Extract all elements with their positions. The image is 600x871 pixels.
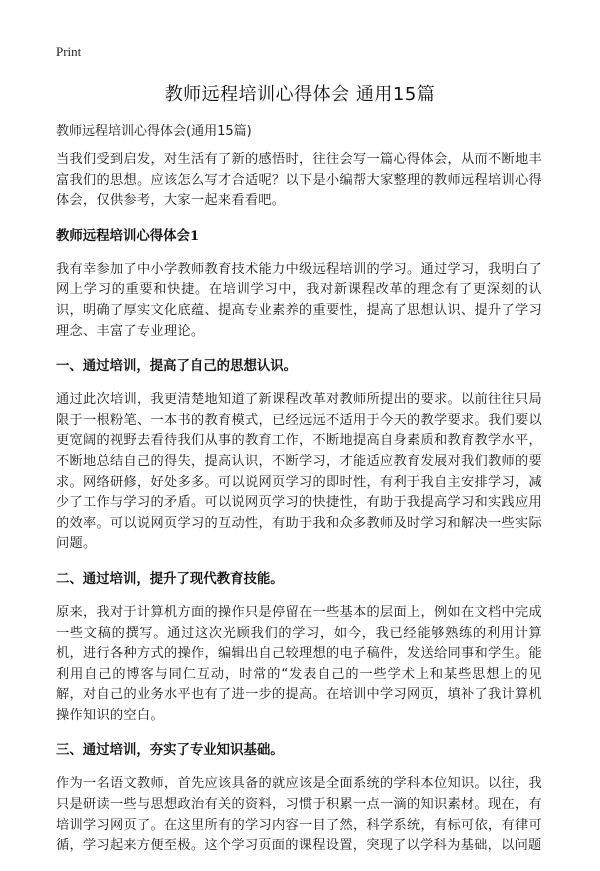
point-paragraph-2: 原来，我对于计算机方面的操作只是停留在一些基本的层面上，例如在文档中完成一些文稿的撰写。通过这次光顾我们的学习，如今，我已经能够熟练的利用计算机，进行各种方式的操作，编辑出自己较理想的电子稿件，发送给同事和学生。能利用自己的博客与同仁互动，时常的“发表自己的一些学术上和某些思想上的见解，对自己的业务水平也有了进一步的提高。在培训中学习网页，填补了我计算机操作知识的空白。 <box>56 604 542 723</box>
point-heading-3: 三、通过培训，夯实了专业知识基础。 <box>56 742 284 759</box>
point-paragraph-1: 通过此次培训，我更清楚地知道了新课程改革对教师所提出的要求。以前往往只局限于一根粉笔、一本书的教育模式，已经远远不适用于今天的教学要求。我们要以更宽阔的视野去看待我们从事的教育工作，不断地提高自身素质和教育教学水平，不断地总结自己的得失，提高认识，不断学习，才能适应教育发展对我们教师的要求。网络研修，好处多多。可以说网页学习的即时性，有利于我自主安排学习，减少了工作与学习的矛盾。可以说网页学习的快捷性，有助于我提高学习和实践应用的效率。可以说网页学习的互动性，有助于我和众多教师及时学习和解决一些实际问题。 <box>56 392 542 552</box>
point-heading-1: 一、通过培训，提高了自己的思想认识。 <box>56 358 298 375</box>
point-paragraph-3: 作为一名语文教师，首先应该具备的就应该是全面系统的学科本位知识。以往，我只是研读一些与思想政治有关的资料，习惯于积累一点一滴的知识素材。现在，有培训学习网页了。在这里所有的学习内容一目了然，科学系统，有标可依，有律可循，学习起来方便至极。这个学习页面的课程设置，突现了以学科为基础，以问题 <box>56 776 542 854</box>
section-title: 教师远程培训心得体会1 <box>56 227 200 244</box>
document-title: 教师远程培训心得体会 通用15篇 <box>164 84 436 105</box>
intro-paragraph: 当我们受到启发，对生活有了新的感悟时，往往会写一篇心得体会，从而不断地丰富我们的思想。应该怎么写才合适呢？以下是小编帮大家整理的教师远程培训心得体会，仅供参考，大家一起来看看吧。 <box>56 152 542 209</box>
point-heading-2: 二、通过培训，提升了现代教育技能。 <box>56 570 284 587</box>
document-body <box>56 150 542 871</box>
document-subtitle: 教师远程培训心得体会(通用15篇) <box>56 124 252 139</box>
print-label: Print <box>56 44 82 59</box>
section-paragraph: 我有幸参加了中小学教师教育技术能力中级远程培训的学习。通过学习，我明白了网上学习的重要和快捷。在培训学习中，我对新课程改革的理念有了更深刻的认识，明确了厚实文化底蕴、提高专业素养的重要性，提高了思想认识、提升了学习理念、丰富了专业理论。 <box>56 261 542 339</box>
